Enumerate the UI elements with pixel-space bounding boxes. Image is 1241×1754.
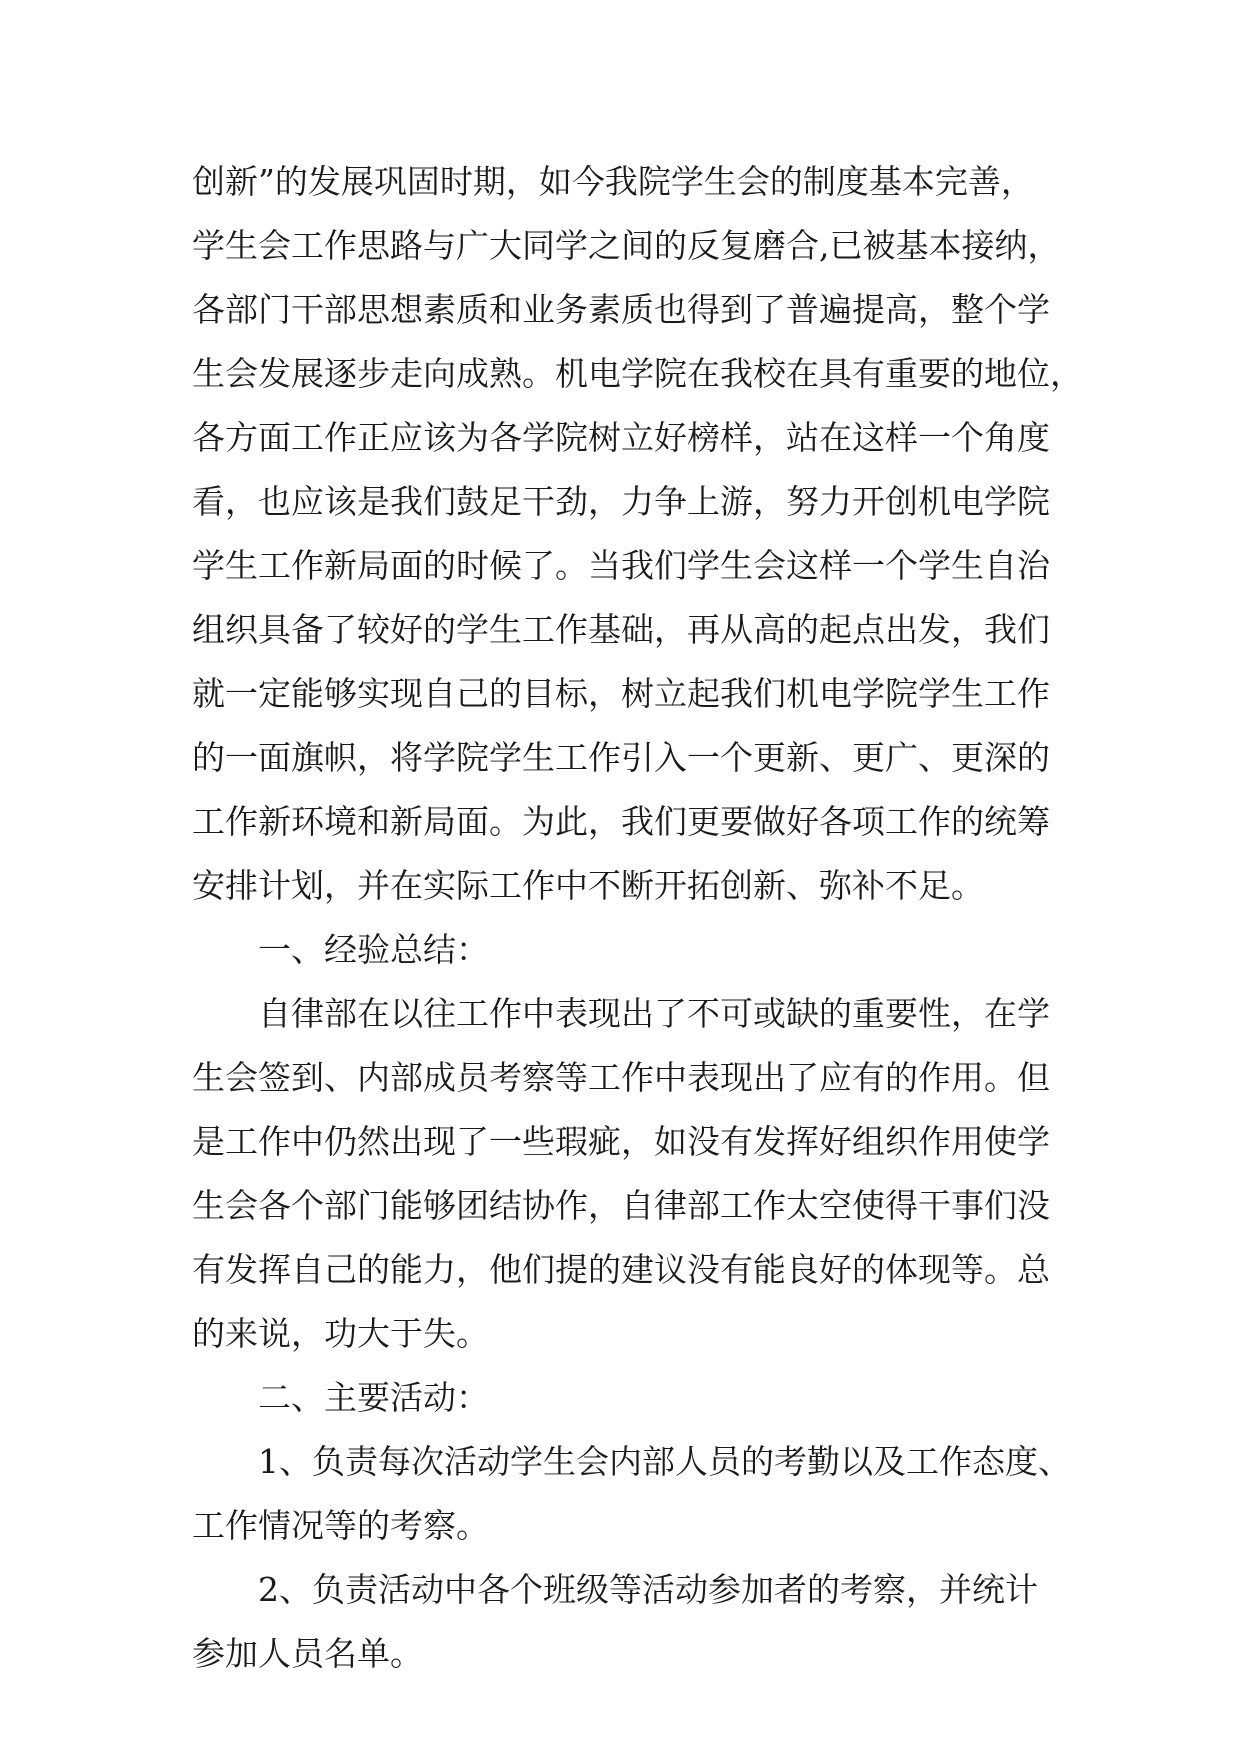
paragraph-line: 生会签到、内部成员考察等工作中表现出了应有的作用。但 — [192, 1058, 1050, 1097]
paragraph-line: 自律部在以往工作中表现出了不可或缺的重要性，在学 — [258, 994, 1050, 1033]
paragraph-line: 各方面工作正应该为各学院树立好榜样，站在这样一个角度 — [192, 418, 1050, 457]
paragraph-line: 组织具备了较好的学生工作基础，再从高的起点出发，我们 — [192, 610, 1050, 649]
paragraph-line: 创新”的发展巩固时期，如今我院学生会的制度基本完善， — [192, 162, 1034, 201]
paragraph-line: 工作新环境和新局面。为此，我们更要做好各项工作的统筹 — [192, 802, 1050, 841]
list-item-1: 1、负责每次活动学生会内部人员的考勤以及工作态度、 — [258, 1442, 1071, 1481]
paragraph-line: 有发挥自己的能力，他们提的建议没有能良好的体现等。总 — [192, 1250, 1050, 1289]
paragraph-line: 就一定能够实现自己的目标，树立起我们机电学院学生工作 — [192, 674, 1050, 713]
paragraph-line: 是工作中仍然出现了一些瑕疵，如没有发挥好组织作用使学 — [192, 1122, 1050, 1161]
paragraph-line: 生会各个部门能够团结协作，自律部工作太空使得干事们没 — [192, 1186, 1050, 1225]
paragraph-line: 生会发展逐步走向成熟。机电学院在我校在具有重要的地位， — [192, 354, 1083, 393]
section-heading-experience: 一、经验总结： — [258, 930, 489, 969]
paragraph-line: 的一面旗帜，将学院学生工作引入一个更新、更广、更深的 — [192, 738, 1050, 777]
paragraph-line: 学生工作新局面的时候了。当我们学生会这样一个学生自治 — [192, 546, 1050, 585]
paragraph-line: 的来说，功大于失。 — [192, 1314, 489, 1353]
paragraph-line: 看，也应该是我们鼓足干劲，力争上游，努力开创机电学院 — [192, 482, 1050, 521]
document-body — [192, 150, 1083, 1686]
list-item-2-continuation: 参加人员名单。 — [192, 1634, 423, 1673]
paragraph-line: 学生会工作思路与广大同学之间的反复磨合,已被基本接纳， — [192, 226, 1061, 265]
list-item-1-continuation: 工作情况等的考察。 — [192, 1506, 489, 1545]
list-item-2: 2、负责活动中各个班级等活动参加者的考察，并统计 — [258, 1570, 1038, 1609]
paragraph-line: 安排计划，并在实际工作中不断开拓创新、弥补不足。 — [192, 866, 984, 905]
section-heading-activities: 二、主要活动： — [258, 1378, 489, 1417]
paragraph-line: 各部门干部思想素质和业务素质也得到了普遍提高，整个学 — [192, 290, 1050, 329]
